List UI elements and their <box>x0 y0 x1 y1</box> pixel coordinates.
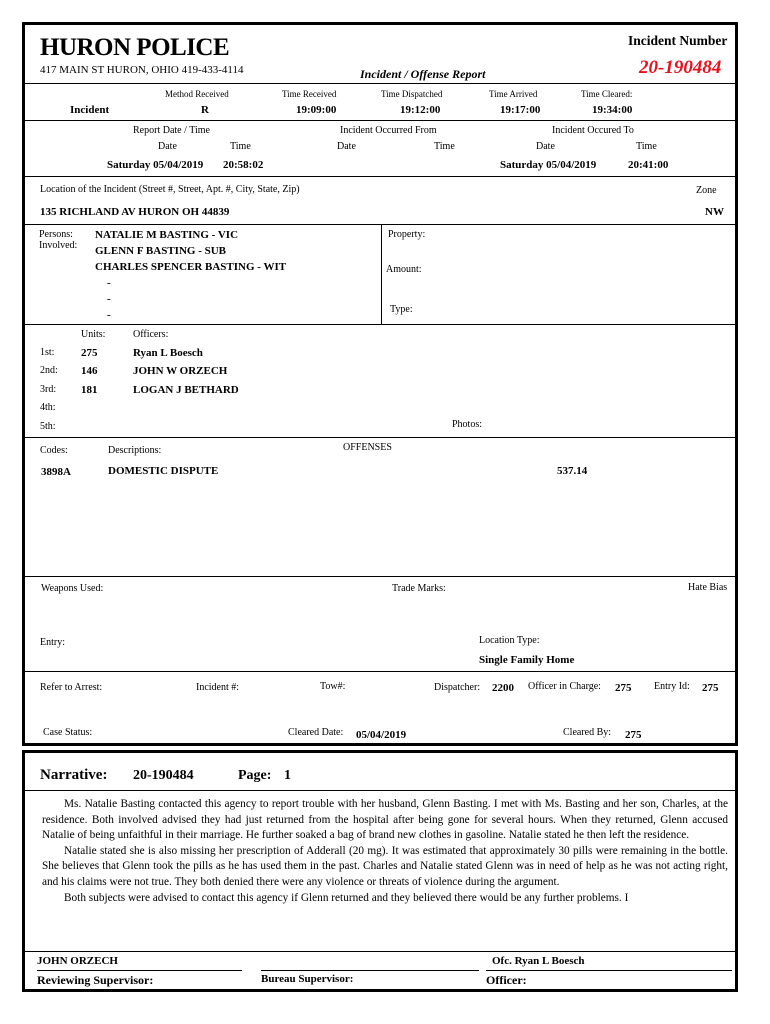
time-cleared: 19:34:00 <box>592 104 633 116</box>
unit-ordinal: 1st: <box>40 347 55 358</box>
time-cleared-label: Time Cleared: <box>581 89 633 99</box>
divider <box>25 176 735 177</box>
entry-id-value: 275 <box>702 682 719 694</box>
report-time-label: Time <box>230 141 251 152</box>
report-date-label: Date <box>158 141 177 152</box>
reviewing-supervisor-label: Reviewing Supervisor: <box>37 973 154 987</box>
codes-label: Codes: <box>40 445 68 456</box>
signature-line <box>37 970 242 971</box>
narrative-text <box>42 797 728 906</box>
time-dispatched: 19:12:00 <box>400 104 441 116</box>
offense-ord: 537.14 <box>557 465 588 477</box>
officer-name: LOGAN J BETHARD <box>133 384 239 396</box>
divider <box>25 83 735 84</box>
bureau-supervisor-label: Bureau Supervisor: <box>261 973 354 985</box>
incident-label: Incident <box>70 104 110 116</box>
hate-bias-label: Hate Bias <box>688 582 728 593</box>
location-type: Single Family Home <box>479 654 575 666</box>
units-label: Units: <box>81 329 106 340</box>
unit-number: 181 <box>81 384 98 396</box>
time-arrived: 19:17:00 <box>500 104 541 116</box>
officer-in-charge-label: Officer in Charge: <box>528 681 601 692</box>
divider <box>25 951 735 952</box>
time-dispatched-label: Time Dispatched <box>381 89 443 99</box>
agency-name: HURON POLICE <box>40 34 230 61</box>
time-received-label: Time Received <box>282 89 337 99</box>
zone-value: NW <box>705 206 724 218</box>
person-item: GLENN F BASTING - SUB <box>95 245 227 257</box>
descriptions-label: Descriptions: <box>108 445 162 456</box>
unit-ordinal: 3rd: <box>40 384 57 395</box>
cleared-date-label: Cleared Date: <box>288 727 344 738</box>
person-item: NATALIE M BASTING - VIC <box>95 229 239 241</box>
occurred-to-time: 20:41:00 <box>628 159 669 171</box>
occurred-from-label: Incident Occurred From <box>340 125 437 136</box>
incident-number: 20-190484 <box>639 57 722 78</box>
narrative-paragraph: Ms. Natalie Basting contacted this agency to report trouble with her husband, Glenn Basting. I met with Ms. Basting and her son, Charles, at the residence. Both involved advised they had just returned from the hospital after being gone for several hours. When they returned, Glenn accused Natalie of being unfaithful in their marriage. He further soaked a bag of brand new clothes in gasoline. Natalie stated he then left the residence. <box>42 798 728 842</box>
photos-label: Photos: <box>452 419 483 430</box>
incident-hash-label: Incident #: <box>196 682 240 693</box>
involved-label: Involved: <box>39 240 78 251</box>
person-item: CHARLES SPENCER BASTING - WIT <box>95 261 287 273</box>
signature-line <box>261 970 479 971</box>
signature-line <box>486 970 732 971</box>
offenses-title: OFFENSES <box>343 442 392 453</box>
property-label: Property: <box>388 229 426 240</box>
person-item: - <box>107 277 111 289</box>
unit-number: 146 <box>81 365 98 377</box>
dispatcher-label: Dispatcher: <box>434 682 481 693</box>
method-received-label: Method Received <box>165 89 229 99</box>
from-time-label: Time <box>434 141 455 152</box>
weapons-used-label: Weapons Used: <box>41 583 104 594</box>
divider <box>25 576 735 577</box>
narrative-label: Narrative: <box>40 767 108 783</box>
narrative-number: 20-190484 <box>133 768 194 783</box>
time-arrived-label: Time Arrived <box>489 89 538 99</box>
officer-name: Ryan L Boesch <box>133 347 203 359</box>
location-type-label: Location Type: <box>479 635 540 646</box>
divider <box>25 790 735 791</box>
divider <box>381 224 382 324</box>
divider <box>25 224 735 225</box>
divider <box>25 324 735 325</box>
offense-code: 3898A <box>41 466 71 478</box>
tow-label: Tow#: <box>320 681 346 692</box>
person-item: - <box>107 309 111 321</box>
reviewing-supervisor-name: JOHN ORZECH <box>37 955 118 967</box>
page-label: Page: <box>238 768 272 783</box>
narrative-paragraph: Both subjects were advised to contact this agency if Glenn returned and they believed there would be any further problems. I <box>64 891 629 904</box>
cleared-by: 275 <box>625 729 642 741</box>
occurred-to-date: Saturday 05/04/2019 <box>500 159 597 171</box>
amount-label: Amount: <box>386 264 422 275</box>
trade-marks-label: Trade Marks: <box>392 583 446 594</box>
cleared-by-label: Cleared By: <box>563 727 612 738</box>
report-date-time-label: Report Date / Time <box>133 125 210 136</box>
officers-label: Officers: <box>133 329 169 340</box>
cleared-date: 05/04/2019 <box>356 729 407 741</box>
to-date-label: Date <box>536 141 555 152</box>
location-label: Location of the Incident (Street #, Street, Apt. #, City, State, Zip) <box>40 184 300 195</box>
divider <box>25 120 735 121</box>
officer-label: Officer: <box>486 973 527 987</box>
persons-label: Persons: <box>39 229 73 240</box>
zone-label: Zone <box>696 185 717 196</box>
time-received: 19:09:00 <box>296 104 337 116</box>
page-number: 1 <box>284 768 291 783</box>
refer-to-arrest-label: Refer to Arrest: <box>40 682 103 693</box>
officer-signature-name: Ofc. Ryan L Boesch <box>492 955 585 967</box>
case-status-label: Case Status: <box>43 727 93 738</box>
report-time: 20:58:02 <box>223 159 264 171</box>
report-date: Saturday 05/04/2019 <box>107 159 204 171</box>
to-time-label: Time <box>636 141 657 152</box>
divider <box>25 671 735 672</box>
offense-description: DOMESTIC DISPUTE <box>108 465 219 477</box>
report-type: Incident / Offense Report <box>360 67 486 81</box>
occurred-to-label: Incident Occured To <box>552 125 634 136</box>
unit-ordinal: 2nd: <box>40 365 58 376</box>
dispatcher-value: 2200 <box>492 682 514 694</box>
incident-number-label: Incident Number <box>628 33 728 48</box>
incident-address: 135 RICHLAND AV HURON OH 44839 <box>40 206 230 218</box>
entry-id-label: Entry Id: <box>654 681 690 692</box>
unit-ordinal: 5th: <box>40 421 56 432</box>
entry-label: Entry: <box>40 637 65 648</box>
agency-address: 417 MAIN ST HURON, OHIO 419-433-4114 <box>40 64 244 76</box>
officer-in-charge-value: 275 <box>615 682 632 694</box>
officer-name: JOHN W ORZECH <box>133 365 228 377</box>
unit-ordinal: 4th: <box>40 402 56 413</box>
person-item: - <box>107 293 111 305</box>
from-date-label: Date <box>337 141 356 152</box>
divider <box>25 437 735 438</box>
type-label: Type: <box>390 304 413 315</box>
narrative-paragraph: Natalie stated she is also missing her prescription of Adderall (20 mg). It was estimated that approximately 30 pills were remaining in the bottle. She believes that Glenn took the pills as he has used them in the past. Charles and Natalie stated Glenn was in need of help as he was not acting right, and his claims were not true. They both denied there were any violence or threats of violence during the argument. <box>42 844 728 888</box>
method-received: R <box>201 104 209 116</box>
unit-number: 275 <box>81 347 98 359</box>
